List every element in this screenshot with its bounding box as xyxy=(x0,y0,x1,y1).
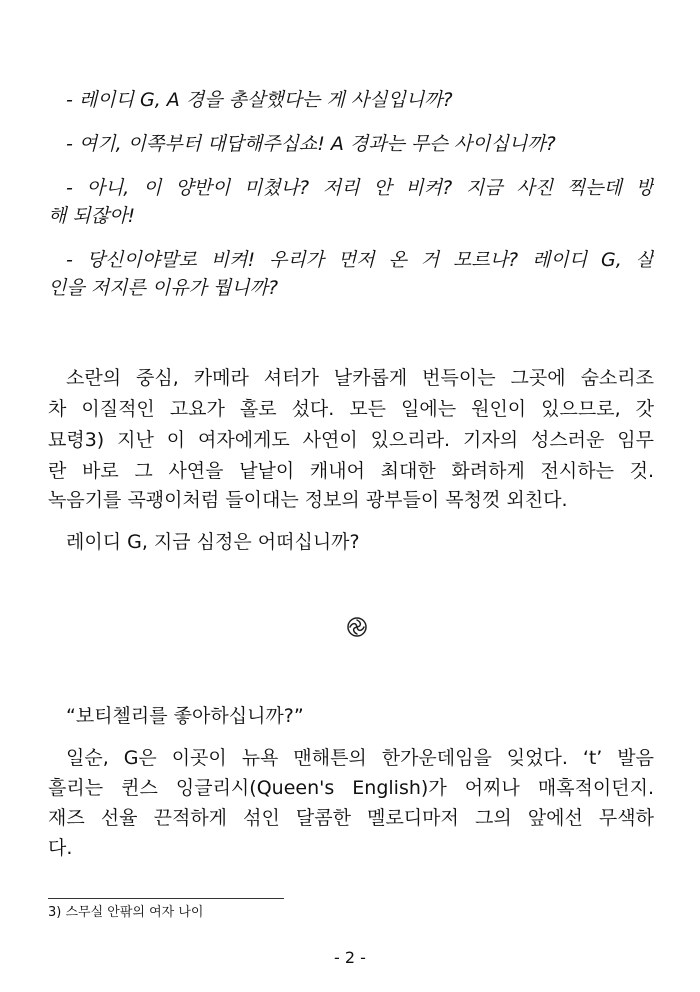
dialogue-line: - 당신이야말로 비켜! 우리가 먼저 온 거 모르나? 레이디 G, 살 xyxy=(66,249,654,271)
dialogue-line: 인을 저지른 이유가 뭡니까? xyxy=(48,277,279,299)
paragraph-line: 레이디 G, 지금 심정은 어떠십니까? xyxy=(66,531,360,553)
paragraph-line: 소란의 중심, 카메라 셔터가 날카롭게 번득이는 그곳에 숨소리조 xyxy=(66,367,654,389)
dialogue-line: - 아니, 이 양반이 미쳤나? 저리 안 비켜? 지금 사진 찍는데 방 xyxy=(66,177,654,199)
page-number: - 2 - xyxy=(334,948,366,967)
paragraph-line: 흘리는 퀸스 잉글리시(Queen's English)가 어찌나 매혹적이던지. xyxy=(48,777,654,799)
footnote: 3) 스무실 안팎의 여자 나이 xyxy=(48,905,204,920)
paragraph-line: 일순, G은 이곳이 뉴욕 맨해튼의 한가운데임을 잊었다. ‘t’ 발음 xyxy=(66,747,654,769)
paragraph-line: 차 이질적인 고요가 홀로 섰다. 모든 일에는 원인이 있으므로, 갓 xyxy=(48,398,654,420)
paragraph-line: 재즈 선율 끈적하게 섞인 달콤한 멜로디마저 그의 앞에선 무색하 xyxy=(48,807,654,829)
paragraph-line: 다. xyxy=(48,837,73,859)
paragraph-line: 란 바로 그 사연을 낱낱이 캐내어 최대한 화려하게 전시하는 것. xyxy=(48,460,654,482)
footnote-divider xyxy=(48,898,284,899)
dialogue-line: - 레이디 G, A 경을 총살했다는 게 사실입니까? xyxy=(66,89,453,111)
paragraph-line: 녹음기를 곡괭이처럼 들이대는 정보의 광부들이 목청껏 외친다. xyxy=(48,489,568,511)
spiral-ornament-icon xyxy=(346,616,368,638)
dialogue-line: 해 되잖아! xyxy=(48,205,136,227)
quote-line: “보티첼리를 좋아하십니까?” xyxy=(66,705,304,727)
paragraph-line: 묘령3) 지난 이 여자에게도 사연이 있으리라. 기자의 성스러운 임무 xyxy=(48,429,654,451)
dialogue-line: - 여기, 이쪽부터 대답해주십쇼! A 경과는 무슨 사이십니까? xyxy=(66,133,556,155)
